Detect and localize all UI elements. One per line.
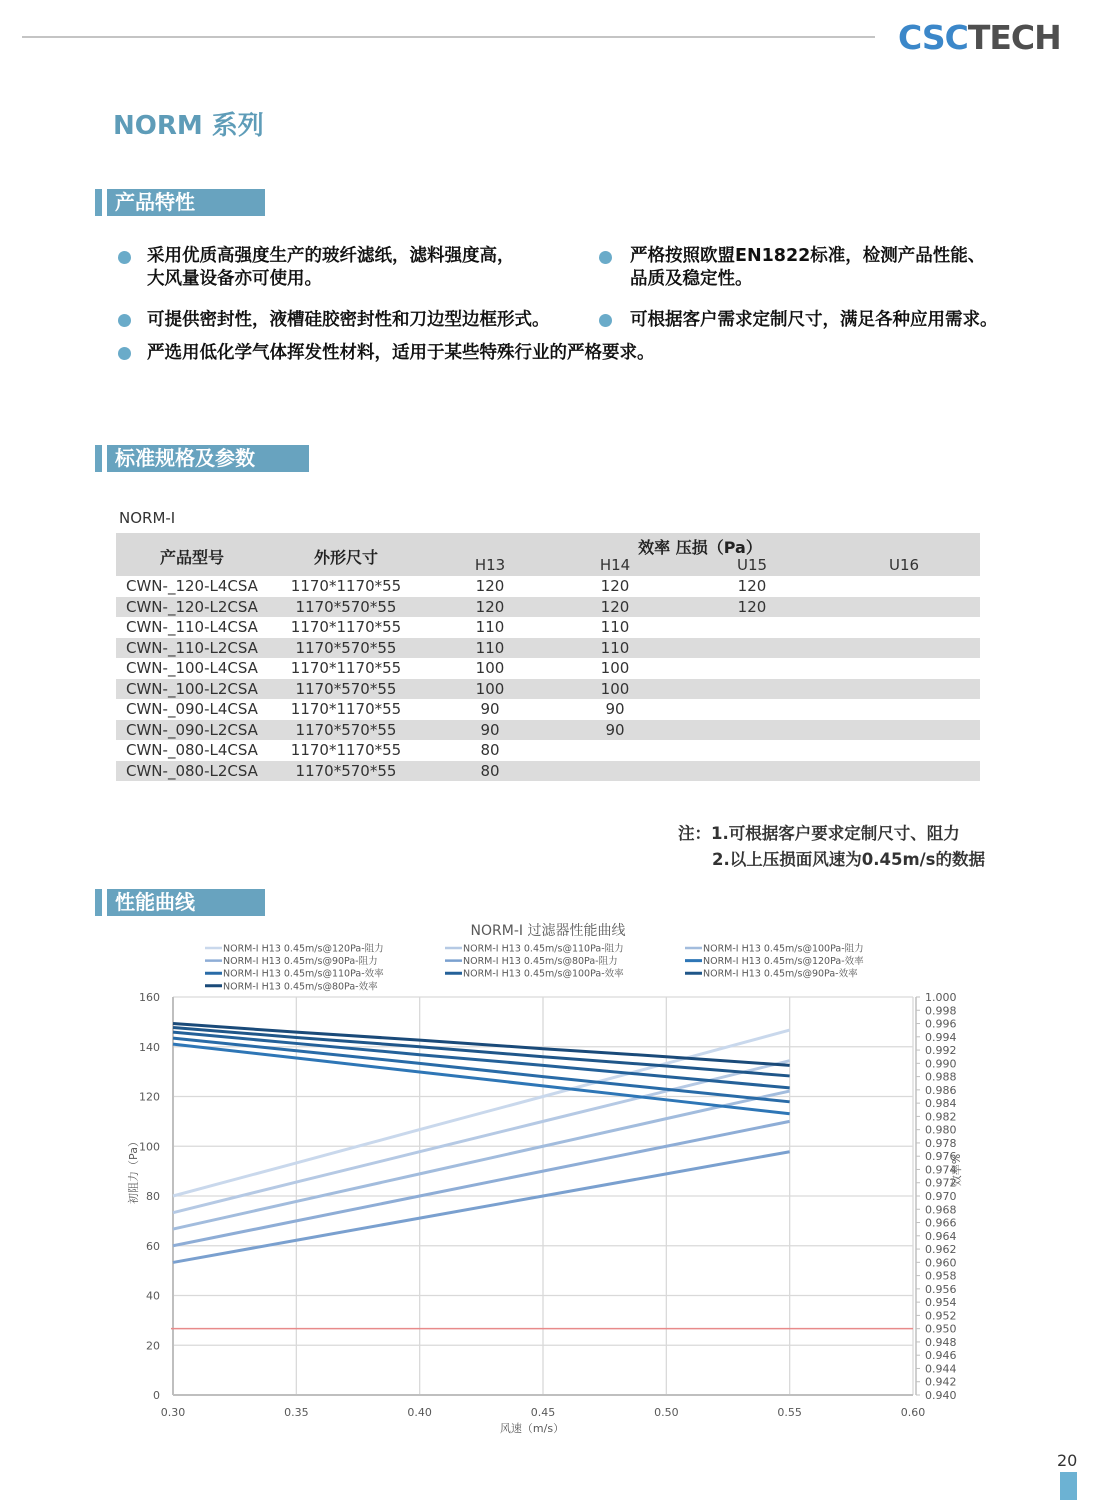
y-tick-label: 80 (146, 1190, 160, 1203)
y2-tick-label: 0.970 (925, 1190, 957, 1203)
y2-tick-label: 0.958 (925, 1269, 957, 1283)
bullet-icon (118, 314, 131, 327)
y2-tick-label: 0.940 (925, 1389, 957, 1402)
header-h13: H13 (474, 556, 506, 574)
table-row (116, 679, 980, 700)
y-tick-label: 120 (139, 1090, 160, 1104)
y2-tick-label: 0.952 (925, 1309, 957, 1323)
cell-size: 1170*1170*55 (290, 700, 402, 718)
cell-h14: 100 (600, 659, 630, 677)
note-line-2: 2.以上压损面风速为0.45m/s的数据 (712, 850, 985, 869)
cell-size: 1170*570*55 (295, 597, 397, 616)
legend-label: NORM-I H13 0.45m/s@90Pa-阻力 (223, 956, 378, 968)
cell-size: 1170*1170*55 (290, 659, 402, 677)
cell-model: CWN-_120-L2CSA (126, 597, 258, 616)
table-caption: NORM-I (119, 509, 176, 527)
cell-model: CWN-_090-L2CSA (126, 720, 258, 739)
x-tick-label: 0.30 (160, 1406, 186, 1419)
x-tick-label: 0.40 (407, 1406, 432, 1419)
y2-tick-label: 0.992 (925, 1044, 957, 1058)
x-tick-label: 0.50 (654, 1406, 679, 1419)
y-tick-label: 40 (146, 1289, 160, 1303)
section-header-curves: 性能曲线 (107, 889, 265, 916)
brand-logo (898, 18, 1061, 58)
cell-size: 1170*1170*55 (290, 577, 402, 595)
y2-axis-title: 效率% (950, 1153, 963, 1187)
cell-h13: 110 (475, 618, 505, 636)
legend-label: NORM-I H13 0.45m/s@90Pa-效率 (703, 968, 858, 980)
page-title: NORM 系列 (113, 111, 264, 141)
legend-label: NORM-I H13 0.45m/s@100Pa-阻力 (703, 943, 864, 955)
cell-model: CWN-_100-L2CSA (126, 679, 258, 698)
cell-h13: 80 (480, 761, 500, 780)
y2-tick-label: 0.980 (925, 1123, 957, 1137)
y2-tick-label: 0.964 (925, 1229, 957, 1243)
y2-tick-label: 0.974 (925, 1163, 957, 1177)
y2-tick-label: 0.996 (925, 1017, 957, 1031)
feature-text-cont: 品质及稳定性。 (630, 269, 753, 289)
legend-label: NORM-I H13 0.45m/s@110Pa-阻力 (463, 943, 624, 955)
table-row (116, 761, 980, 782)
header-h14: H14 (599, 556, 631, 574)
cell-h13: 80 (480, 741, 500, 759)
cell-model: CWN-_100-L4CSA (126, 659, 258, 677)
cell-u15: 120 (737, 597, 767, 616)
header-divider (22, 36, 875, 38)
cell-h13: 120 (475, 577, 505, 595)
cell-h14: 90 (605, 720, 625, 739)
logo-part-tech: TECH (967, 18, 1061, 57)
cell-h14: 110 (600, 618, 630, 636)
y2-tick-label: 0.976 (925, 1150, 957, 1164)
table-row (116, 597, 980, 618)
feature-text: 可根据客户需求定制尺寸，满足各种应用需求。 (630, 310, 998, 330)
note-line-1: 注：1.可根据客户要求定制尺寸、阻力 (678, 824, 960, 843)
cell-size: 1170*570*55 (295, 720, 397, 739)
header-size: 外形尺寸 (313, 548, 379, 567)
cell-h14: 120 (600, 597, 630, 616)
y-axis-title: 初阻力（Pa） (127, 1136, 140, 1204)
resistance-series-line (173, 1121, 790, 1245)
header-u15: U15 (736, 556, 768, 574)
x-tick-label: 0.55 (777, 1406, 802, 1419)
y2-tick-label: 0.978 (925, 1136, 957, 1150)
y2-tick-label: 0.962 (925, 1243, 957, 1257)
cell-u15: 120 (737, 577, 767, 595)
y2-tick-label: 0.994 (925, 1030, 957, 1044)
y2-tick-label: 0.972 (925, 1176, 957, 1190)
cell-h14: 110 (600, 638, 630, 657)
legend-label: NORM-I H13 0.45m/s@120Pa-阻力 (223, 943, 384, 955)
table-row (116, 740, 980, 761)
y2-tick-label: 0.968 (925, 1203, 957, 1217)
header-model: 产品型号 (159, 548, 225, 567)
y2-tick-label: 0.982 (925, 1110, 957, 1124)
y-tick-label: 20 (146, 1339, 160, 1353)
y2-tick-label: 0.988 (925, 1070, 957, 1084)
y-tick-label: 140 (139, 1040, 160, 1054)
feature-text: 严选用低化学气体挥发性材料，适用于某些特殊行业的严格要求。 (147, 343, 655, 363)
x-axis-title: 风速（m/s） (499, 1422, 565, 1435)
bullet-icon (599, 314, 612, 327)
x-tick-label: 0.35 (284, 1406, 309, 1419)
y2-tick-label: 0.942 (925, 1375, 957, 1389)
y2-tick-label: 0.966 (925, 1216, 957, 1230)
y2-tick-label: 0.956 (925, 1282, 957, 1296)
bullet-icon (118, 251, 131, 264)
cell-size: 1170*570*55 (295, 679, 397, 698)
feature-text: 严格按照欧盟EN1822标准，检测产品性能、 (630, 246, 986, 266)
cell-h14: 120 (600, 577, 630, 595)
cell-size: 1170*1170*55 (290, 618, 402, 636)
section-marker (95, 889, 102, 916)
cell-h13: 100 (475, 659, 505, 677)
bullet-icon (118, 347, 131, 360)
x-tick-label: 0.60 (900, 1406, 926, 1419)
y2-tick-label: 0.948 (925, 1335, 957, 1349)
feature-text-cont: 大风量设备亦可使用。 (147, 269, 322, 289)
table-row (116, 576, 980, 597)
section-marker (95, 445, 102, 472)
table-header (116, 533, 980, 576)
x-tick-label: 0.45 (530, 1406, 556, 1419)
section-header-specs: 标准规格及参数 (107, 445, 309, 472)
y2-tick-label: 0.960 (925, 1256, 957, 1270)
y2-tick-label: 0.954 (925, 1296, 957, 1310)
bullet-icon (599, 251, 612, 264)
y-tick-label: 100 (139, 1140, 160, 1154)
page-tab-marker (1060, 1472, 1077, 1500)
cell-model: CWN-_110-L4CSA (126, 618, 258, 636)
legend-label: NORM-I H13 0.45m/s@120Pa-效率 (703, 956, 864, 968)
table-row (116, 658, 980, 679)
resistance-series-line (173, 1061, 790, 1213)
section-marker (95, 189, 102, 216)
cell-size: 1170*570*55 (295, 638, 397, 657)
header-efficiency-group: 效率 压损（Pa） (638, 538, 762, 557)
cell-model: CWN-_090-L4CSA (126, 700, 258, 718)
cell-h13: 110 (475, 638, 505, 657)
y-tick-label: 60 (146, 1239, 160, 1253)
cell-h13: 120 (475, 597, 505, 616)
y2-tick-label: 1.000 (925, 991, 957, 1004)
logo-part-csc: CSC (898, 18, 968, 57)
cell-model: CWN-_080-L4CSA (126, 741, 258, 759)
cell-size: 1170*570*55 (295, 761, 397, 780)
cell-h13: 100 (475, 679, 505, 698)
cell-h14: 90 (605, 700, 625, 718)
y-tick-label: 0 (153, 1389, 160, 1402)
cell-h13: 90 (480, 720, 500, 739)
y2-tick-label: 0.950 (925, 1322, 957, 1336)
table-row (116, 699, 980, 720)
cell-model: CWN-_120-L4CSA (126, 577, 258, 595)
page-number: 20 (1057, 1451, 1078, 1470)
table-body (116, 576, 980, 781)
table-row (116, 638, 980, 659)
header-u16: U16 (888, 556, 920, 574)
legend-label: NORM-I H13 0.45m/s@80Pa-效率 (223, 981, 378, 993)
y2-tick-label: 0.998 (925, 1004, 957, 1018)
table-row (116, 720, 980, 741)
section-header-features: 产品特性 (107, 189, 265, 216)
y2-tick-label: 0.984 (925, 1097, 957, 1111)
cell-h14: 100 (600, 679, 630, 698)
table-row (116, 617, 980, 638)
y2-tick-label: 0.986 (925, 1083, 957, 1097)
feature-text: 采用优质高强度生产的玻纤滤纸，滤料强度高， (147, 246, 515, 266)
performance-chart (0, 915, 1105, 1445)
cell-h13: 90 (480, 700, 500, 718)
y2-tick-label: 0.946 (925, 1349, 957, 1363)
legend-label: NORM-I H13 0.45m/s@100Pa-效率 (463, 968, 624, 980)
legend-label: NORM-I H13 0.45m/s@80Pa-阻力 (463, 956, 618, 968)
y-tick-label: 160 (139, 991, 160, 1004)
feature-text: 可提供密封性，液槽硅胶密封性和刀边型边框形式。 (147, 310, 550, 330)
spec-table (116, 533, 980, 781)
cell-model: CWN-_110-L2CSA (126, 638, 258, 657)
cell-size: 1170*1170*55 (290, 741, 402, 759)
cell-model: CWN-_080-L2CSA (126, 761, 258, 780)
legend-label: NORM-I H13 0.45m/s@110Pa-效率 (223, 968, 384, 980)
y2-tick-label: 0.944 (925, 1362, 957, 1376)
y2-tick-label: 0.990 (925, 1057, 957, 1071)
chart-title: NORM-I 过滤器性能曲线 (470, 923, 626, 939)
